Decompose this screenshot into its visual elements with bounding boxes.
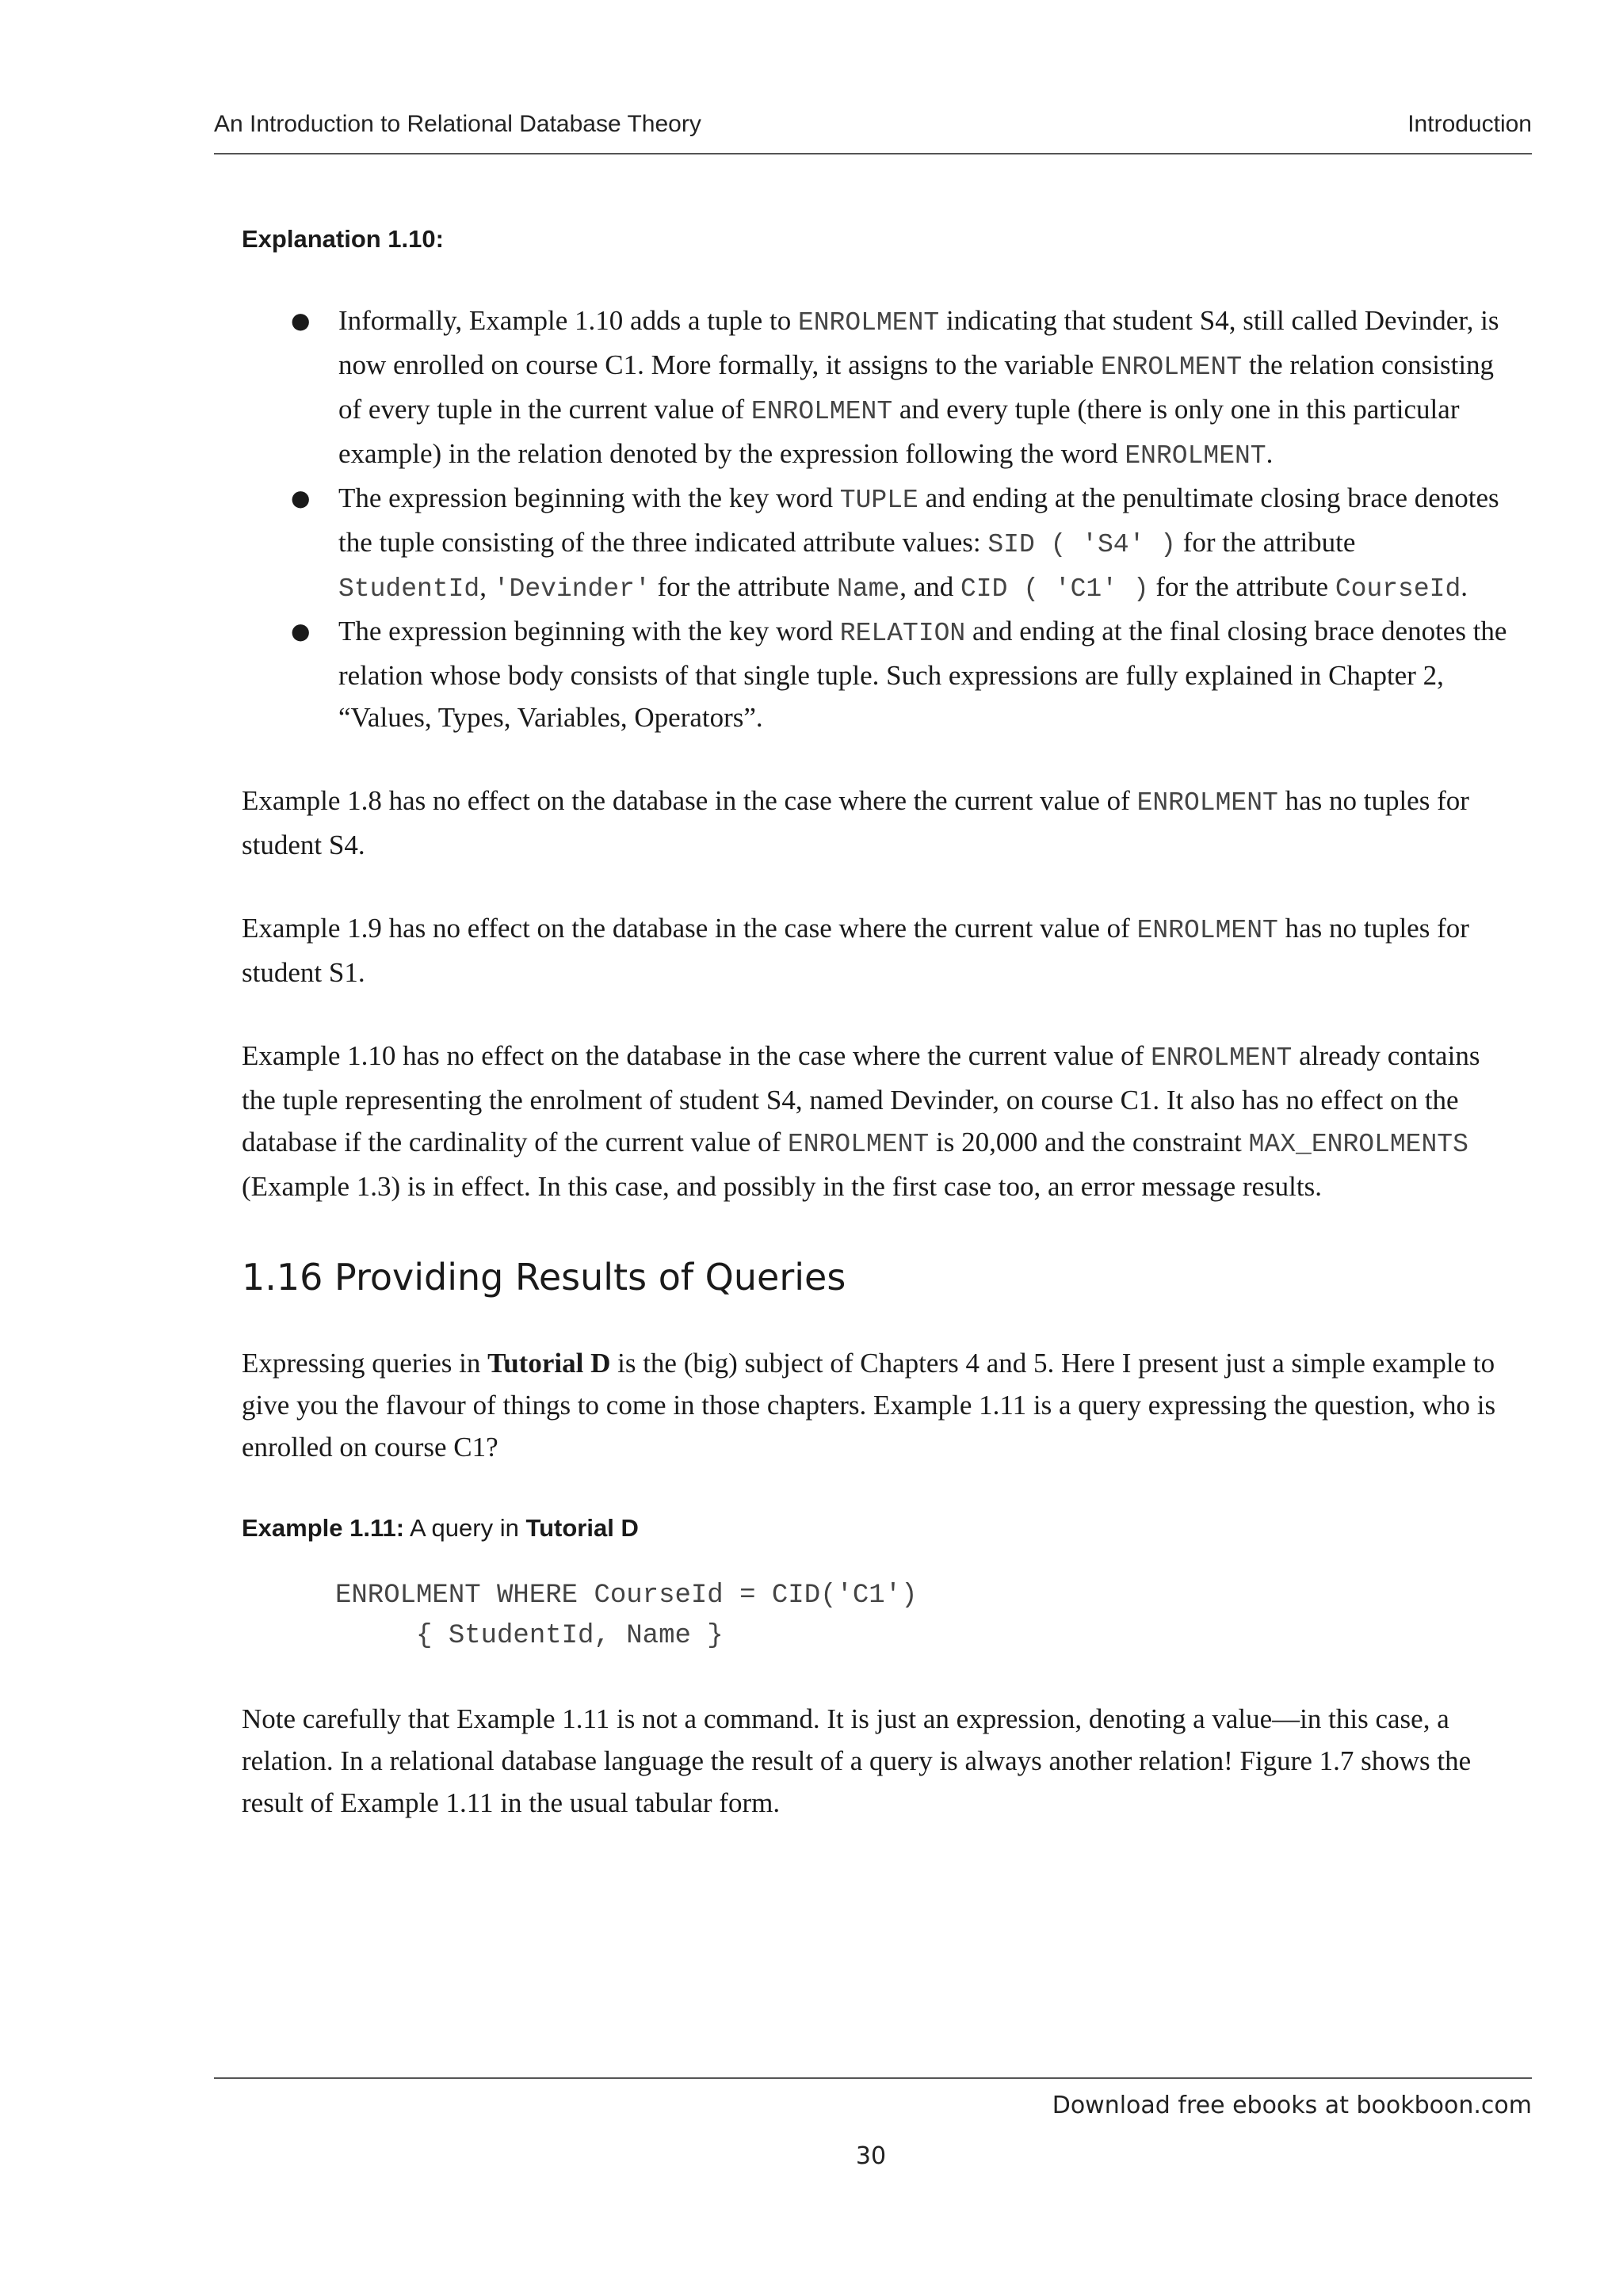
header-rule [214,153,1532,154]
running-header [214,111,1532,138]
inline-code: ENROLMENT [1125,441,1266,471]
text-run: Example 1.8 has no effect on the database in the case where the current value of [242,785,1137,816]
text-run: the relation consisting of every tuple in the current value of [338,349,1495,425]
text-run: already contains the tuple representing the enrolment of student S4, named Devinder, on course C1. It also has no effect on the database if the cardinality of the current value of [242,1040,1480,1158]
text-run: Informally, Example 1.10 adds a tuple to [338,305,798,336]
example-caption-bold: Tutorial D [525,1514,639,1542]
page-content [242,214,1510,1824]
text-run: is the (big) subject of Chapters 4 and 5. Here I present just a simple example to give you the flavour of things to come in those chapters. Example 1.11 is a query expressing the question, who is enrolled on course C1? [242,1348,1496,1463]
text-run: The expression beginning with the key word [338,616,840,646]
bullet-icon: ● [291,485,311,511]
body-paragraph [242,907,1510,994]
explanation-bullet-list [242,299,1510,738]
example-caption [242,1512,1510,1544]
text-run: for the attribute [1175,527,1356,558]
bullet-icon: ● [291,618,311,644]
inline-code: 'Devinder' [493,574,651,604]
text-run: The expression beginning with the key word [338,482,840,513]
text-run: has no tuples for student S1. [242,913,1469,988]
text-run: . [1461,571,1468,602]
inline-code: ENROLMENT [750,397,893,426]
inline-code: ENROLMENT [1136,788,1278,818]
inline-code: MAX_ENROLMENTS [1248,1130,1468,1159]
example-label: Example 1.11: [242,1514,405,1542]
explanation-bullet-item [242,477,1510,610]
section-intro-paragraph [242,1342,1510,1468]
text-run: Expressing queries in [242,1348,488,1379]
inline-code: StudentId [338,574,480,604]
page-number: 30 [855,2142,887,2170]
inline-code: TUPLE [839,486,918,515]
bold-text: Tutorial D [487,1348,611,1379]
header-book-title: An Introduction to Relational Database Theory [214,111,701,137]
example-caption-text: A query in [404,1514,526,1542]
inline-code: RELATION [839,619,966,648]
explanation-bullet-item [242,299,1510,477]
footer-download-link[interactable]: Download free ebooks at bookboon.com [1052,2092,1532,2119]
text-run: Example 1.9 has no effect on the database in the case where the current value of [242,913,1137,944]
inline-code: CourseId [1335,574,1461,604]
body-paragraph [242,780,1510,866]
explanation-bullet-item [242,610,1510,738]
inline-code: SID ( 'S4' ) [987,530,1176,559]
text-run: indicating that student S4, still called Devinder, is now enrolled on course C1. More formally, it assigns to the variable [338,305,1499,380]
bullet-text [338,305,1499,469]
text-run: , [479,571,494,602]
header-chapter-title: Introduction [1407,111,1532,137]
text-run: and ending at the final closing brace denotes the relation whose body consists of that single tuple. Such expressions are fully explained in Chapter 2, “Values, Types, Variables, Operators”. [338,616,1507,733]
text-run: (Example 1.3) is in effect. In this case, and possibly in the first case too, an error message results. [242,1171,1323,1202]
bullet-icon: ● [291,307,311,334]
bullet-text [338,482,1499,602]
inline-code: ENROLMENT [1100,353,1243,382]
body-paragraph [242,1035,1510,1207]
text-run: Example 1.10 has no effect on the database in the case where the current value of [242,1040,1151,1071]
section-heading: 1.16 Providing Results of Queries [242,1256,846,1299]
text-run: and ending at the penultimate closing brace denotes the tuple consisting of the three indicated attribute values: [338,482,1499,558]
bullet-text [338,616,1507,733]
text-run: for the attribute [650,571,837,602]
inline-code: ENROLMENT [1151,1043,1293,1073]
code-block: ENROLMENT WHERE CourseId = CID('C1') { StudentId, Name } [335,1581,918,1651]
closing-paragraph: Note carefully that Example 1.11 is not a command. It is just an expression, denoting a value—in this case, a relation. In a relational database language the result of a query is always another relation! Figure 1.7 shows the result of Example 1.11 in the usual tabular form. [242,1703,1472,1818]
inline-code: ENROLMENT [1136,916,1278,945]
inline-code: ENROLMENT [797,308,940,338]
footer-rule [214,2077,1532,2079]
text-run: has no tuples for student S4. [242,785,1469,860]
text-run: , and [899,571,960,602]
text-run: is 20,000 and the constraint [929,1127,1249,1158]
inline-code: Name [836,574,900,604]
explanation-heading: Explanation 1.10: [242,225,444,253]
text-run: . [1266,438,1274,469]
inline-code: ENROLMENT [788,1130,930,1159]
inline-code: CID ( 'C1' ) [960,574,1149,604]
text-run: for the attribute [1148,571,1335,602]
text-run: and every tuple (there is only one in this particular example) in the relation denoted by the expression following the word [338,394,1460,469]
